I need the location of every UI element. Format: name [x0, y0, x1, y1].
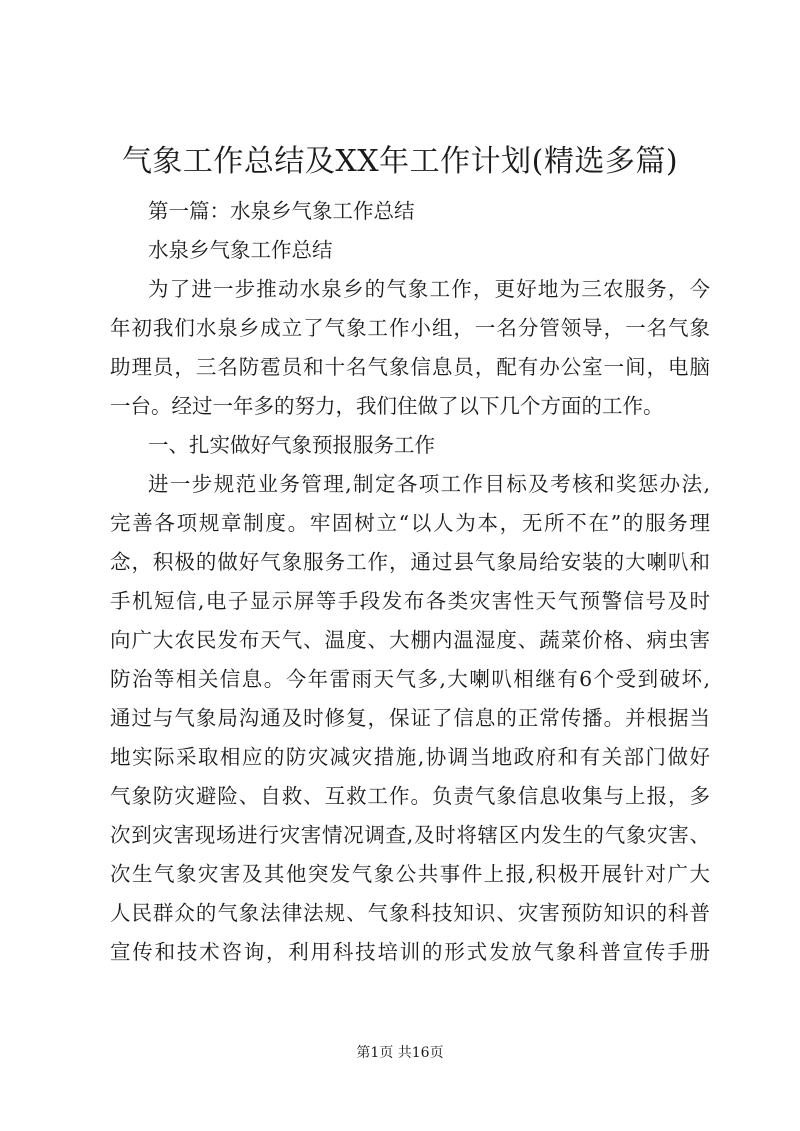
paragraph-line: 手机短信,电子显示屏等手段发布各类灾害性天气预警信号及时 [110, 589, 710, 613]
paragraph-line: 为了进一步推动水泉乡的气象工作，更好地为三农服务，今 [148, 277, 710, 301]
paragraph-line: 进一步规范业务管理,制定各项工作目标及考核和奖惩办法, [148, 472, 710, 496]
paragraph-line: 向广大农民发布天气、温度、大棚内温湿度、蔬菜价格、病虫害 [110, 628, 710, 652]
paragraph-line: 地实际采取相应的防灾减灾措施,协调当地政府和有关部门做好 [110, 745, 710, 769]
document-title: 气象工作总结及XX年工作计划(精选多篇) [121, 144, 679, 179]
paragraph-line: 一台。经过一年多的努力，我们住做了以下几个方面的工作。 [110, 394, 664, 418]
section-heading-1: 第一篇：水泉乡气象工作总结 [148, 199, 415, 223]
paragraph-line: 人民群众的气象法律法规、气象科技知识、灾害预防知识的科普 [110, 901, 710, 925]
section-heading-2: 一、扎实做好气象预报服务工作 [148, 433, 435, 457]
paragraph-line: 年初我们水泉乡成立了气象工作小组，一名分管领导，一名气象 [110, 316, 710, 340]
subheading: 水泉乡气象工作总结 [148, 238, 333, 262]
paragraph-line: 念，积极的做好气象服务工作，通过县气象局给安装的大喇叭和 [110, 550, 710, 574]
paragraph-line: 通过与气象局沟通及时修复，保证了信息的正常传播。并根据当 [110, 706, 710, 730]
paragraph-line: 完善各项规章制度。牢固树立“以人为本，无所不在”的服务理 [110, 511, 710, 535]
paragraph-line: 宣传和技术咨询，利用科技培训的形式发放气象科普宣传手册 [110, 940, 710, 964]
paragraph-line: 助理员，三名防雹员和十名气象信息员，配有办公室一间，电脑 [110, 355, 710, 379]
paragraph-line: 次到灾害现场进行灾害情况调查,及时将辖区内发生的气象灾害、 [110, 823, 710, 847]
paragraph-line: 气象防灾避险、自救、互救工作。负责气象信息收集与上报，多 [110, 784, 710, 808]
paragraph-line: 防治等相关信息。今年雷雨天气多,大喇叭相继有6个受到破坏, [110, 667, 710, 691]
paragraph-line: 次生气象灾害及其他突发气象公共事件上报,积极开展针对广大 [110, 862, 710, 886]
page-number: 第1页 共16页 [356, 1045, 444, 1061]
